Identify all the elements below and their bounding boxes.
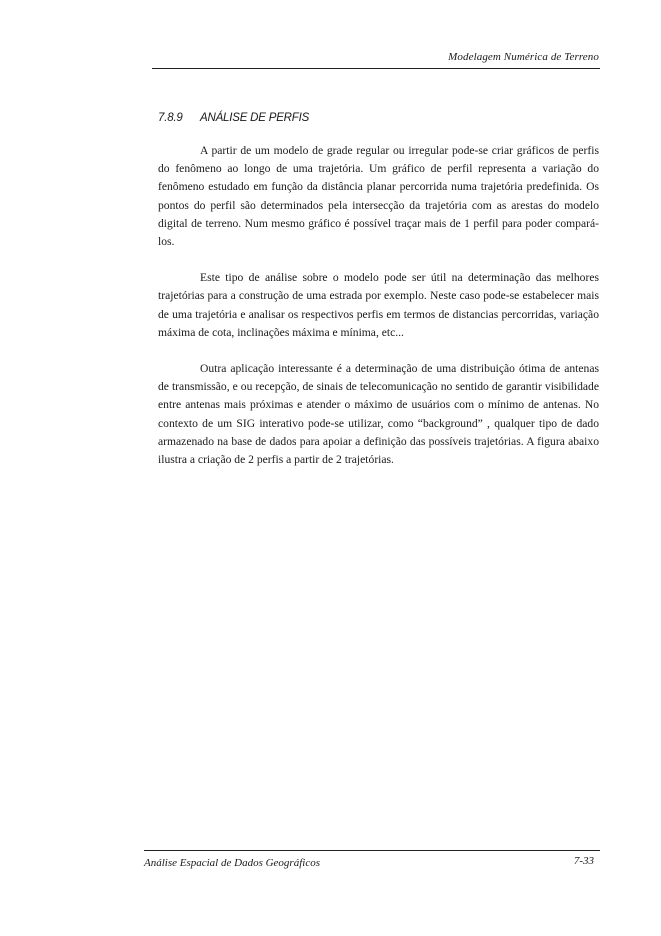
page-header <box>152 50 600 69</box>
section-heading <box>158 112 309 124</box>
paragraph: Este tipo de análise sobre o modelo pode ser útil na determinação das melhores trajetórias para a construção de uma estrada por exemplo. Neste caso pode-se estabelecer mais de uma trajetória e analisar os respectivos perfis em termos de distancias percorridas, variação máxima de cota, inclinações máxima e mínima, etc... <box>158 271 599 339</box>
section-number: 7.8.9 <box>158 112 183 124</box>
footer-title: Análise Espacial de Dados Geográficos <box>144 857 320 869</box>
page-number: 7-33 <box>573 855 594 867</box>
paragraph: Outra aplicação interessante é a determinação de uma distribuição ótima de antenas de transmissão, e ou recepção, de sinais de telecomunicação no sentido de garantir visibilidade entre antenas mais próximas e atender o máximo de usuários com o mínimo de antenas. No contexto de um SIG interativo pode-se utilizar, como “background” , qualquer tipo de dado armazenado na base de dados para apoiar a definição das possíveis trajetórias. A figura abaixo ilustra a criação de 2 perfis a partir de 2 trajetórias. <box>158 362 599 467</box>
header-title: Modelagem Numérica de Terreno <box>448 51 599 63</box>
paragraph: A partir de um modelo de grade regular ou irregular pode-se criar gráficos de perfis do fenômeno ao longo de uma trajetória. Um gráfico de perfil representa a variação do fenômeno estudado em função da distância planar percorrida numa trajetória predefinida. Os pontos do perfil são determinados pela intersecção da trajetória com as arestas do modelo digital de terreno. Num mesmo gráfico é possível traçar mais de 1 perfil para poder compará-los. <box>158 144 599 249</box>
page-footer <box>144 850 600 873</box>
section-title: ANÁLISE DE PERFIS <box>200 112 310 124</box>
body-text <box>158 142 599 487</box>
